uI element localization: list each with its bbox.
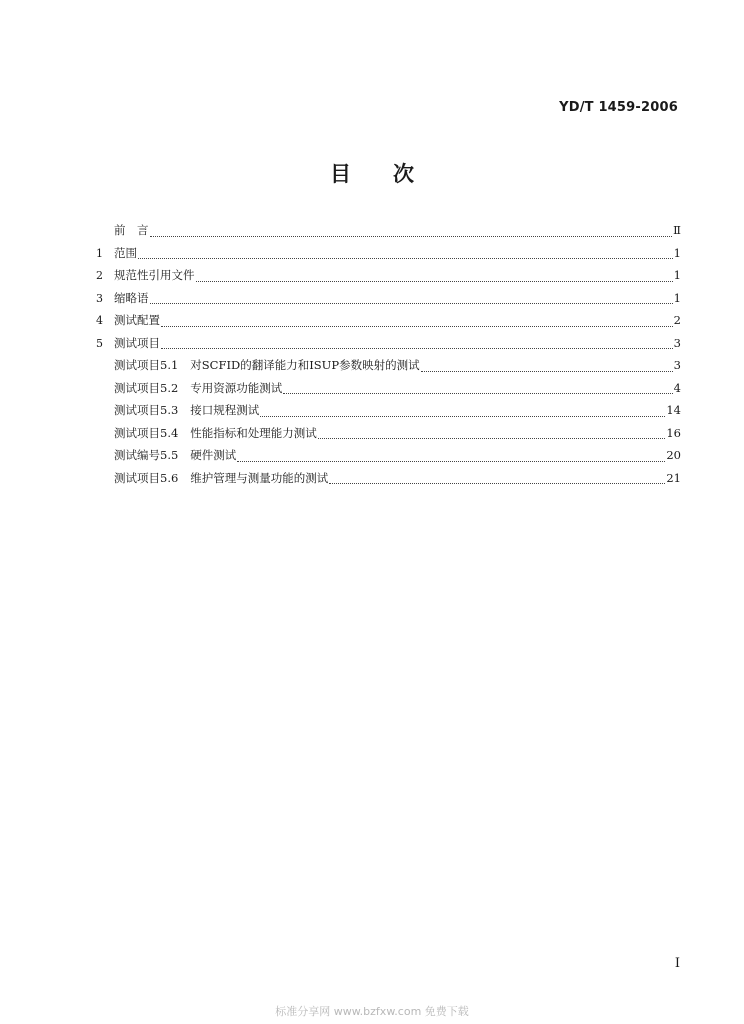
toc-entry-number: 2 — [96, 269, 103, 282]
toc-leader-dots — [283, 393, 672, 394]
toc-subentry-label: 专用资源功能测试 — [190, 380, 283, 395]
toc-entry-scope[interactable] — [96, 245, 681, 268]
toc-leader-dots — [260, 416, 665, 417]
toc-entry-label: 缩略语 — [114, 290, 149, 305]
toc-leader-dots — [237, 461, 665, 462]
toc-entry-number: 4 — [96, 314, 103, 327]
toc-subentry-prefix: 测试编号5.5 — [114, 448, 179, 462]
page-title — [0, 158, 744, 188]
toc-entry-page: 1 — [673, 268, 681, 282]
toc-subentry-5-6[interactable] — [96, 470, 681, 493]
toc-entry-label: 测试项目 — [114, 335, 160, 350]
toc-subentry-page: 20 — [666, 448, 681, 462]
toc-entry-page: 1 — [673, 290, 681, 305]
title-char-2: 次 — [393, 162, 414, 186]
page-number: I — [674, 956, 680, 971]
toc-leader-dots — [161, 326, 673, 327]
toc-entry-abbreviations[interactable] — [96, 290, 681, 313]
toc-entry-page: 2 — [673, 313, 681, 327]
toc-subentry-page: 16 — [666, 425, 681, 440]
toc-entry-test-configuration[interactable] — [96, 312, 681, 335]
toc-entry-label: 范围 — [114, 245, 137, 260]
toc-entry-test-items[interactable] — [96, 335, 681, 358]
toc-entry-normative-references[interactable] — [96, 267, 681, 290]
toc-entry-page: Ⅱ — [673, 223, 681, 237]
toc-subentry-label: 对SCFID的翻译能力和ISUP参数映射的测试 — [190, 358, 420, 372]
toc-leader-dots — [150, 303, 673, 304]
toc-subentry-prefix: 测试项目5.1 — [114, 358, 179, 372]
toc-entry-page: 1 — [673, 245, 681, 260]
toc-subentry-5-2[interactable] — [96, 380, 681, 403]
toc-subentry-prefix: 测试项目5.6 — [114, 470, 179, 485]
watermark-text: 标准分享网 www.bzfxw.com 免费下载 — [275, 1005, 469, 1018]
toc-entry-number: 3 — [96, 291, 103, 305]
toc-leader-dots — [138, 258, 673, 259]
toc-entry-number: 1 — [96, 246, 103, 260]
toc-entry-foreword[interactable] — [96, 222, 681, 245]
toc-subentry-page: 21 — [666, 470, 681, 485]
toc-subentry-prefix: 测试项目5.2 — [114, 380, 179, 395]
table-of-contents — [96, 222, 681, 492]
toc-entry-page: 3 — [673, 335, 681, 350]
toc-subentry-label: 接口规程测试 — [190, 403, 260, 417]
toc-subentry-5-4[interactable] — [96, 425, 681, 448]
toc-subentry-prefix: 测试项目5.3 — [114, 403, 179, 417]
toc-subentry-page: 3 — [673, 358, 681, 372]
toc-entry-label: 前 言 — [114, 223, 149, 237]
toc-leader-dots — [150, 236, 673, 237]
toc-leader-dots — [329, 483, 665, 484]
toc-subentry-page: 14 — [666, 403, 681, 417]
toc-leader-dots — [161, 348, 673, 349]
toc-entry-number: 5 — [96, 336, 103, 350]
toc-subentry-page: 4 — [673, 380, 681, 395]
toc-entry-label: 规范性引用文件 — [114, 268, 195, 282]
toc-leader-dots — [196, 281, 673, 282]
title-char-1: 目 — [330, 162, 351, 186]
toc-subentry-5-1[interactable] — [96, 357, 681, 380]
toc-entry-label: 测试配置 — [114, 313, 160, 327]
standard-code: YD/T 1459-2006 — [559, 100, 678, 115]
toc-subentry-label: 性能指标和处理能力测试 — [190, 425, 317, 440]
toc-subentry-label: 维护管理与测量功能的测试 — [190, 470, 329, 485]
toc-subentry-label: 硬件测试 — [190, 448, 237, 462]
toc-subentry-prefix: 测试项目5.4 — [114, 425, 179, 440]
toc-subentry-5-5[interactable] — [96, 447, 681, 470]
toc-leader-dots — [421, 371, 673, 372]
toc-subentry-5-3[interactable] — [96, 402, 681, 425]
toc-leader-dots — [318, 438, 666, 439]
